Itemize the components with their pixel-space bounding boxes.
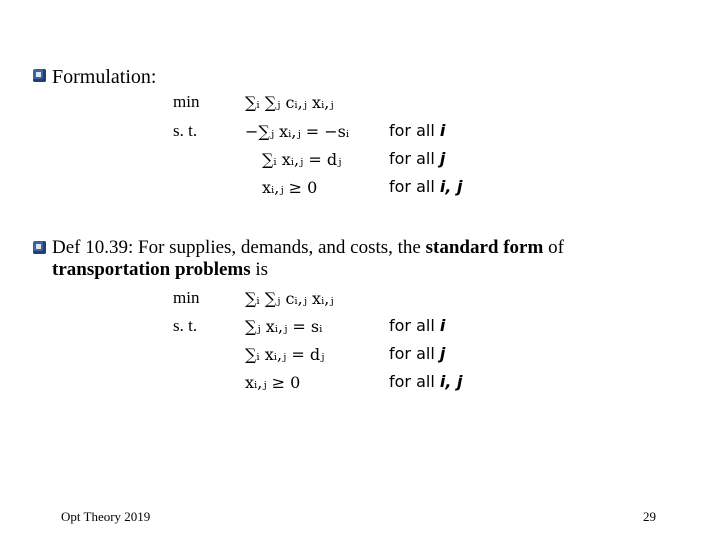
condition: for all j xyxy=(389,344,446,363)
condition: for all i, j xyxy=(389,372,463,391)
section-heading: Formulation: xyxy=(52,66,157,88)
objective-expression: ∑ᵢ ∑ⱼ cᵢ,ⱼ xᵢ,ⱼ xyxy=(245,289,334,308)
footer-course-label: Opt Theory 2019 xyxy=(61,509,151,524)
page-number: 29 xyxy=(643,509,656,524)
supply-constraint: ∑ⱼ xᵢ,ⱼ = sᵢ xyxy=(245,317,323,336)
demand-constraint: ∑ᵢ xᵢ,ⱼ = dⱼ xyxy=(245,345,325,364)
demand-constraint: ∑ᵢ xᵢ,ⱼ = dⱼ xyxy=(262,150,342,169)
keyword-subject-to: s. t. xyxy=(173,316,198,335)
objective-expression: ∑ᵢ ∑ⱼ cᵢ,ⱼ xᵢ,ⱼ xyxy=(245,93,334,112)
definition-text: Def 10.39: For supplies, demands, and costs, the standard form of transportation problems is xyxy=(52,237,564,280)
keyword-subject-to: s. t. xyxy=(173,121,198,140)
nonnegativity-constraint: xᵢ,ⱼ ≥ 0 xyxy=(262,178,318,197)
condition: for all i xyxy=(389,121,446,140)
condition: for all i xyxy=(389,316,446,335)
condition: for all j xyxy=(389,149,446,168)
bullet-icon xyxy=(33,69,46,82)
supply-constraint: −∑ⱼ xᵢ,ⱼ = −sᵢ xyxy=(245,122,350,141)
keyword-min: min xyxy=(173,288,200,307)
nonnegativity-constraint: xᵢ,ⱼ ≥ 0 xyxy=(245,373,301,392)
condition: for all i, j xyxy=(389,177,463,196)
bullet-icon xyxy=(33,241,46,254)
keyword-min: min xyxy=(173,92,200,111)
